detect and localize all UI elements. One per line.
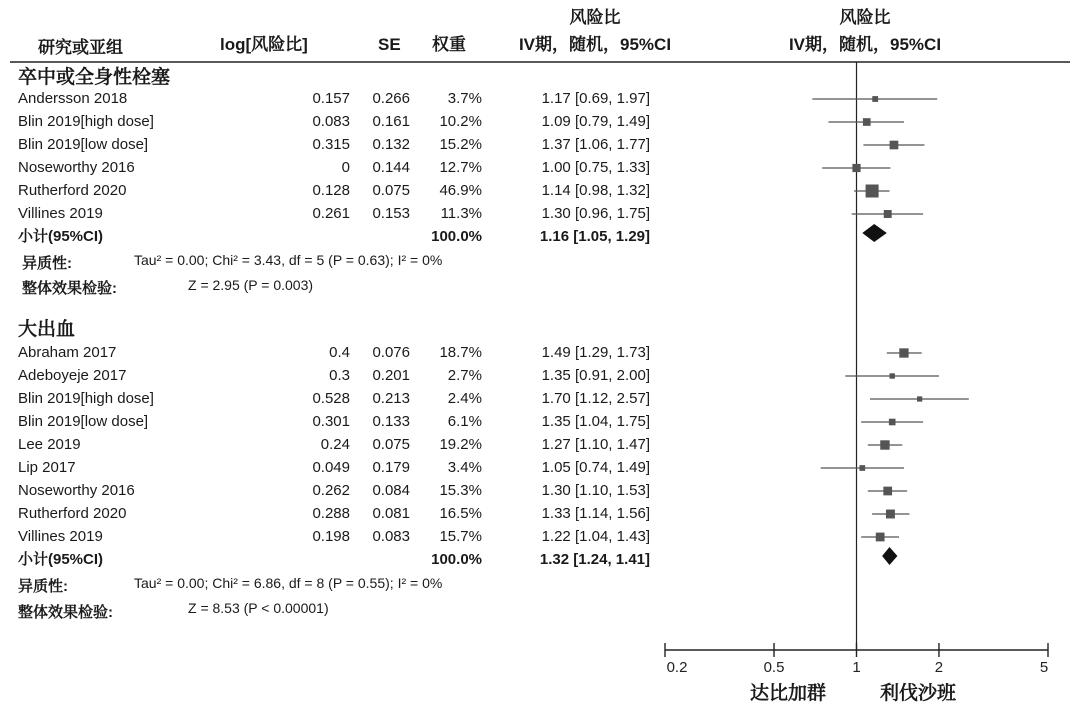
ci-value: 1.17 [0.69, 1.97] [541,90,650,107]
study-name: Villines 2019 [18,528,103,545]
overall-effect-stats: Z = 2.95 (P = 0.003) [188,277,314,293]
subtotal-weight: 100.0% [431,228,482,245]
subtotal-label: 小计(95%CI) [18,551,104,568]
subtotal-diamond [862,224,887,242]
effect-square [884,210,892,218]
effect-square [852,164,860,172]
ci-value: 1.27 [1.10, 1.47] [541,436,650,453]
study-name: Noseworthy 2016 [18,159,135,176]
se-value: 0.153 [372,205,410,222]
se-value: 0.161 [372,113,410,130]
plot-header-title: 风险比 [839,8,891,27]
log-rr-value: 0.288 [312,505,350,522]
x-tick-label: 2 [934,659,944,676]
weight-value: 2.4% [447,390,482,407]
group-title-major-bleeding: 大出血 [18,319,76,340]
x-tick-label: 1 [852,659,861,676]
weight-value: 46.9% [439,182,482,199]
subtotal-label: 小计(95%CI) [18,228,104,245]
effect-square [886,510,895,519]
header-ci-title: 风险比 [569,8,621,27]
x-tick-label: 0.2 [666,659,688,676]
x-tick-label: 5 [1039,659,1049,676]
weight-value: 6.1% [447,413,482,430]
effect-square [876,533,885,542]
study-name: Rutherford 2020 [18,182,127,199]
ci-value: 1.30 [0.96, 1.75] [541,205,650,222]
log-rr-value: 0.157 [312,90,350,107]
se-value: 0.201 [372,367,410,384]
se-value: 0.083 [372,528,410,545]
ci-value: 1.22 [1.04, 1.43] [541,528,650,545]
ci-value: 1.05 [0.74, 1.49] [541,459,650,476]
overall-effect-stats: Z = 8.53 (P < 0.00001) [188,600,329,616]
effect-square [880,440,889,449]
subtotal-diamond [882,547,897,565]
weight-value: 15.2% [439,136,482,153]
effect-square [889,419,896,426]
effect-square [883,487,892,496]
se-value: 0.084 [372,482,410,499]
log-rr-value: 0.128 [312,182,350,199]
se-value: 0.081 [372,505,410,522]
log-rr-value: 0.301 [312,413,350,430]
heterogeneity-label: 异质性: [22,255,72,272]
study-name: Lip 2017 [18,459,76,476]
header-study: 研究或亚组 [38,38,123,57]
study-name: Lee 2019 [18,436,81,453]
overall-effect-label: 整体效果检验: [18,604,113,621]
weight-value: 16.5% [439,505,482,522]
log-rr-value: 0.262 [312,482,350,499]
effect-square [866,185,879,198]
effect-square [899,348,908,357]
se-value: 0.132 [372,136,410,153]
ci-value: 1.37 [1.06, 1.77] [541,136,650,153]
log-rr-value: 0.315 [312,136,350,153]
se-value: 0.213 [372,390,410,407]
ci-value: 1.70 [1.12, 2.57] [541,390,650,407]
effect-square [917,396,922,401]
log-rr-value: 0.083 [312,113,350,130]
ci-value: 1.35 [1.04, 1.75] [541,413,650,430]
header-se: SE [378,35,401,54]
se-value: 0.075 [372,182,410,199]
weight-value: 18.7% [439,344,482,361]
weight-value: 2.7% [447,367,482,384]
se-value: 0.144 [372,159,410,176]
log-rr-value: 0.049 [312,459,350,476]
log-rr-value: 0.261 [312,205,350,222]
log-rr-value: 0.3 [329,367,350,384]
weight-value: 15.3% [439,482,482,499]
effect-square [890,373,895,378]
study-name: Blin 2019[high dose] [18,390,154,407]
log-rr-value: 0.528 [312,390,350,407]
ci-value: 1.49 [1.29, 1.73] [541,344,650,361]
log-rr-value: 0.4 [329,344,350,361]
weight-value: 11.3% [440,205,482,222]
ci-value: 1.30 [1.10, 1.53] [541,482,650,499]
weight-value: 3.7% [447,90,482,107]
ci-value: 1.00 [0.75, 1.33] [541,159,650,176]
weight-value: 12.7% [439,159,482,176]
weight-value: 10.2% [439,113,482,130]
favours-left-label: 达比加群 [750,683,827,704]
subtotal-ci: 1.16 [1.05, 1.29] [539,228,650,245]
study-name: Blin 2019[low dose] [18,413,149,430]
effect-square [859,465,865,471]
header-weight: 权重 [432,35,466,54]
se-value: 0.133 [372,413,410,430]
overall-effect-label: 整体效果检验: [22,280,117,297]
heterogeneity-label: 异质性: [18,578,68,595]
heterogeneity-stats: Tau² = 0.00; Chi² = 6.86, df = 8 (P = 0.55); I² = 0% [134,575,443,591]
weight-value: 3.4% [447,459,482,476]
se-value: 0.179 [372,459,410,476]
header-ci-subtitle: IV期，随机，95%CI [518,35,672,54]
se-value: 0.076 [372,344,410,361]
group-title-stroke: 卒中或全身性栓塞 [18,67,171,88]
subtotal-ci: 1.32 [1.24, 1.41] [539,551,650,568]
ci-value: 1.33 [1.14, 1.56] [541,505,650,522]
study-name: Andersson 2018 [18,90,128,107]
study-name: Blin 2019[high dose] [18,113,154,130]
study-name: Abraham 2017 [18,344,117,361]
ci-value: 1.14 [0.98, 1.32] [541,182,650,199]
header-log-rr: log[风险比] [220,35,308,54]
effect-square [890,141,899,150]
weight-value: 19.2% [439,436,482,453]
se-value: 0.266 [372,90,410,107]
subtotal-weight: 100.0% [431,551,482,568]
log-rr-value: 0.24 [320,436,350,453]
ci-value: 1.35 [0.91, 2.00] [541,367,650,384]
log-rr-value: 0 [341,159,350,176]
plot-header-subtitle: IV期，随机，95%CI [788,35,942,54]
study-name: Villines 2019 [18,205,103,222]
effect-square [872,96,878,102]
favours-right-label: 利伐沙班 [880,683,957,704]
ci-value: 1.09 [0.79, 1.49] [541,113,650,130]
heterogeneity-stats: Tau² = 0.00; Chi² = 3.43, df = 5 (P = 0.63); I² = 0% [134,252,443,268]
study-name: Noseworthy 2016 [18,482,135,499]
weight-value: 15.7% [439,528,482,545]
effect-square [863,118,871,126]
se-value: 0.075 [372,436,410,453]
x-tick-label: 0.5 [763,659,785,676]
study-name: Adeboyeje 2017 [18,367,127,384]
study-name: Rutherford 2020 [18,505,127,522]
log-rr-value: 0.198 [312,528,350,545]
study-name: Blin 2019[low dose] [18,136,149,153]
